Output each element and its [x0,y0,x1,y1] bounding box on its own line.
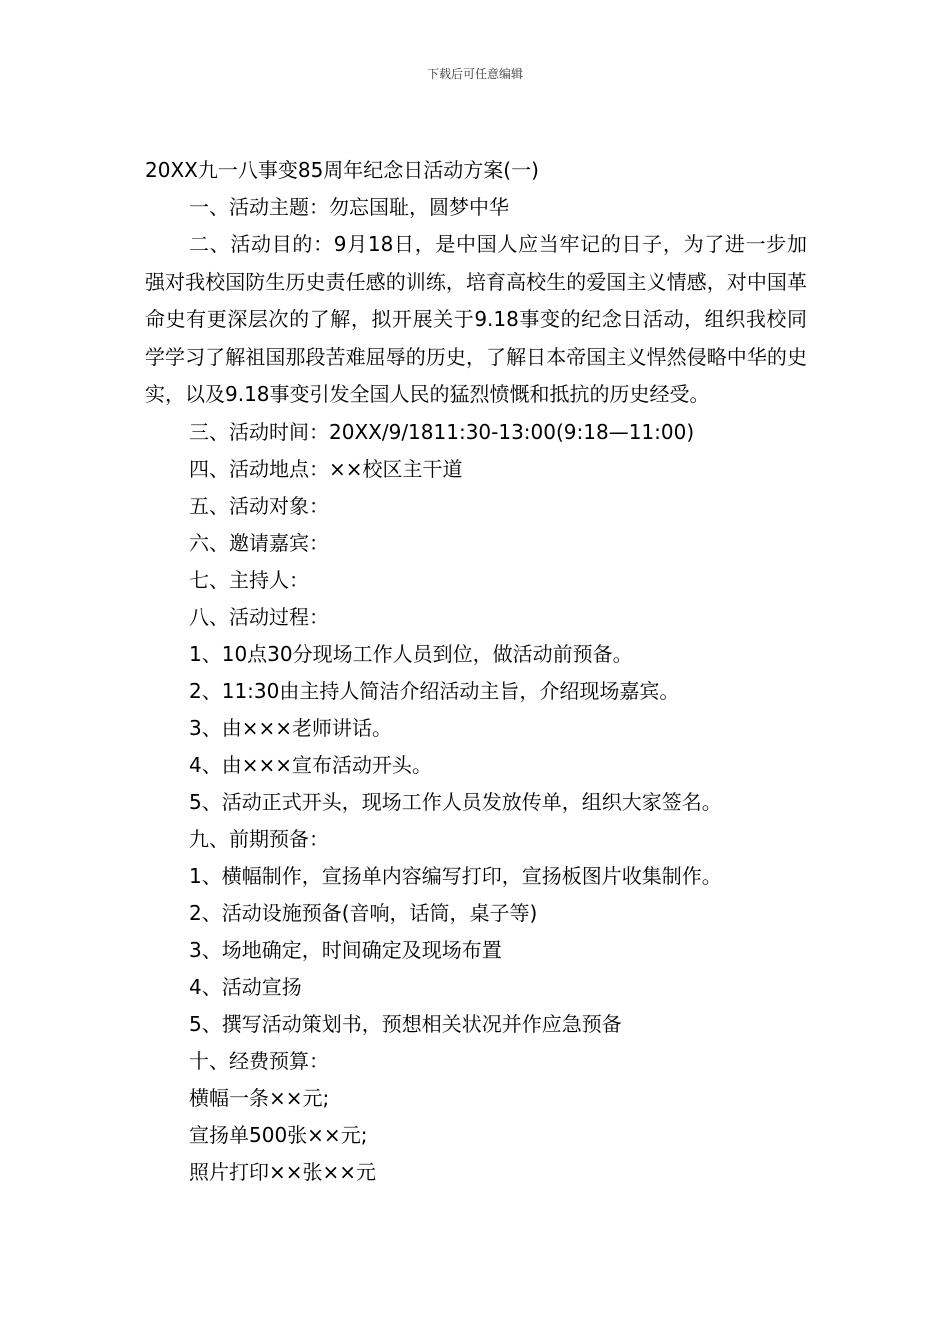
process-step: 4、由×××宣布活动开头。 [189,752,432,777]
document-body [145,152,807,1191]
budget-item: 照片打印××张××元 [189,1159,377,1184]
budget-item: 横幅一条××元; [189,1085,330,1110]
preparation-item: 1、横幅制作，宣扬单内容编写打印，宣扬板图片收集制作。 [189,863,722,888]
activity-audience: 五、活动对象： [189,493,329,518]
budget-heading: 十、经费预算： [189,1048,329,1073]
process-heading: 八、活动过程： [189,604,329,629]
activity-purpose: 二、活动目的：9月18日，是中国人应当牢记的日子，为了进一步加强对我校国防生历史责任感的训练，培育高校生的爱国主义情感，对中国革命史有更深层次的了解，拟开展关于9.18事变的纪念日活动，组织我校同学学习了解祖国那段苦难屈辱的历史，了解日本帝国主义悍然侵略中华的史实，以及9.18事变引发全国人民的猛烈愤慨和抵抗的历史经受。 [145,232,807,406]
preparation-heading: 九、前期预备： [189,826,329,851]
process-step: 5、活动正式开头，现场工作人员发放传单，组织大家签名。 [189,789,722,814]
preparation-item: 2、活动设施预备(音响，话筒，桌子等) [189,900,538,925]
process-step: 2、11:30由主持人简洁介绍活动主旨，介绍现场嘉宾。 [189,678,680,703]
preparation-item: 3、场地确定，时间确定及现场布置 [189,937,502,962]
activity-time: 三、活动时间：20XX/9/1811:30-13:00(9:18—11:00) [189,419,695,444]
process-step: 1、10点30分现场工作人员到位，做活动前预备。 [189,641,633,666]
page-header: 下载后可任意编辑 [426,67,523,81]
budget-item: 宣扬单500张××元; [189,1122,368,1147]
activity-theme: 一、活动主题：勿忘国耻，圆梦中华 [189,195,509,219]
preparation-item: 4、活动宣扬 [189,974,302,999]
host: 七、主持人： [189,567,309,592]
activity-location: 四、活动地点：××校区主干道 [189,456,463,481]
document-title: 20XX九一八事变85周年纪念日活动方案(一) [145,158,539,182]
invited-guests: 六、邀请嘉宾： [189,530,329,555]
process-step: 3、由×××老师讲话。 [189,715,392,740]
preparation-item: 5、撰写活动策划书，预想相关状况并作应急预备 [189,1011,622,1036]
